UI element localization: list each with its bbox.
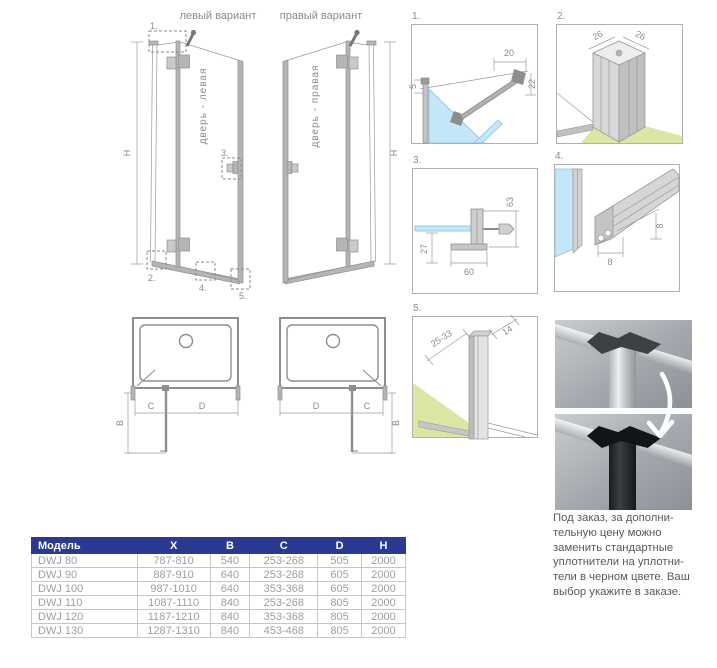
cell-b: 840 (210, 610, 250, 624)
detail-2-dim-26-right: 26 (633, 28, 648, 43)
cell-b: 640 (210, 582, 250, 596)
detail-4-number: 4. (555, 151, 564, 162)
cell-c: 353-368 (250, 582, 318, 596)
glass-pane (415, 226, 473, 231)
left-tray-dim-d: D (198, 401, 206, 411)
left-tray-drawing (115, 318, 240, 453)
detail-4-dim-8-bottom: 8 (607, 257, 613, 267)
detail-5-number: 5. (413, 303, 422, 314)
table-row (32, 568, 406, 582)
note-line: заменить стандартные (553, 541, 674, 554)
cell-x: 987-1010 (137, 582, 210, 596)
cell-c: 453-468 (250, 624, 318, 638)
col-header-d: D (318, 538, 362, 554)
right-variant-title: правый вариант (279, 10, 363, 22)
detail-3 (412, 154, 538, 294)
callout-label-1: 1. (150, 21, 158, 31)
note-line: тельную цену можно (553, 526, 662, 539)
pivot-knob-icon (350, 34, 357, 46)
pivot-knob-tip (354, 30, 359, 35)
cell-b: 840 (210, 596, 250, 610)
col-header-model: Модель (32, 538, 138, 554)
detail-2-number: 2. (557, 11, 566, 22)
note-line: выбор укажите в заказе. (553, 585, 682, 598)
hinge-icon (349, 240, 358, 252)
hinge-icon (337, 238, 348, 251)
cell-model: DWJ 90 (32, 568, 138, 582)
detail-3-number: 3. (413, 155, 422, 166)
replacement-arrow-icon (622, 368, 692, 453)
cell-b: 640 (210, 568, 250, 582)
detail-4 (554, 150, 680, 292)
callout-label-2: 2. (148, 273, 156, 283)
door-handle-icon (287, 162, 292, 174)
detail-2 (556, 10, 683, 144)
left-variant-title: левый вариант (179, 10, 257, 22)
door-variants-drawing (0, 0, 410, 310)
cell-b: 540 (210, 554, 250, 568)
right-hinge-stile (346, 41, 350, 267)
table-header-row (32, 538, 406, 554)
left-tray-dim-b: B (115, 419, 125, 427)
left-tray-dim-c: C (147, 401, 155, 411)
pivot-knob-icon (187, 34, 193, 46)
cell-d: 605 (318, 582, 362, 596)
black-seal-note (553, 511, 701, 600)
detail-4-dim-8-side: 8 (655, 223, 665, 229)
glass-pane (474, 120, 502, 143)
cell-x: 1287-1310 (137, 624, 210, 638)
left-height-label: H (122, 149, 132, 157)
cell-x: 887-910 (137, 568, 210, 582)
corner-profile-left (593, 53, 619, 142)
cell-h: 2000 (362, 610, 406, 624)
cell-model: DWJ 120 (32, 610, 138, 624)
cell-c: 253-268 (250, 596, 318, 610)
model-spec-table (31, 537, 406, 638)
table-row (32, 624, 406, 638)
left-door-drawing (122, 21, 250, 301)
detail-5-dim-25-33: 25-33 (428, 328, 454, 349)
cell-x: 1087-1110 (137, 596, 210, 610)
right-tray-dim-d: D (312, 401, 320, 411)
cell-h: 2000 (362, 554, 406, 568)
detail-1-dim-5: 5 (408, 83, 418, 90)
col-header-x: X (137, 538, 210, 554)
cell-model: DWJ 110 (32, 596, 138, 610)
corner-profile-right (619, 53, 645, 142)
screw-head-icon (499, 224, 514, 234)
note-line: Под заказ, за дополни- (553, 512, 674, 524)
right-bottom-rail (285, 261, 374, 284)
cell-model: DWJ 80 (32, 554, 138, 568)
detail-1 (408, 10, 538, 144)
wall-profile-top (469, 331, 492, 336)
door-handle-icon (292, 164, 298, 172)
tray-top-views (105, 312, 405, 460)
table-row (32, 596, 406, 610)
callout-label-3: 3. (221, 148, 229, 158)
cell-model: DWJ 130 (32, 624, 138, 638)
detail-3-dim-63: 63 (505, 196, 515, 208)
detail-1-dim-22: 22 (527, 78, 537, 90)
wall-profile-front (474, 336, 488, 439)
cell-b: 840 (210, 624, 250, 638)
right-tray-drawing (278, 318, 401, 453)
cell-h: 2000 (362, 568, 406, 582)
detail-3-dim-27: 27 (419, 243, 429, 255)
detail-1-dim-20: 20 (503, 48, 515, 58)
cell-h: 2000 (362, 596, 406, 610)
hinge-icon (179, 55, 190, 68)
cell-h: 2000 (362, 582, 406, 596)
note-line: уплотнители на уплотни- (553, 556, 684, 569)
table-row (32, 610, 406, 624)
cell-d: 805 (318, 624, 362, 638)
right-height-label: H (389, 149, 399, 157)
cell-x: 787-810 (137, 554, 210, 568)
col-header-c: C (250, 538, 318, 554)
base-plate (451, 244, 487, 250)
detail-2-dim-26-left: 26 (590, 28, 605, 43)
left-door-label: дверь - левая (198, 67, 209, 145)
hinge-icon (167, 240, 176, 252)
note-line: тели в черном цвете. Ваш (553, 571, 690, 584)
cell-d: 605 (318, 568, 362, 582)
callout-label-4: 4. (199, 283, 207, 293)
detail-5-dim-14: 14 (500, 323, 515, 338)
cell-x: 1187-1210 (137, 610, 210, 624)
wall-profile-side (469, 336, 474, 439)
detail-5 (412, 302, 538, 438)
detail-1-number: 1. (412, 11, 421, 22)
detail-3-dim-60: 60 (463, 267, 475, 277)
cell-h: 2000 (362, 624, 406, 638)
glass-pane (555, 169, 573, 257)
col-header-h: H (362, 538, 406, 554)
cell-d: 805 (318, 596, 362, 610)
pivot-knob-tip (191, 30, 196, 35)
right-door-label: дверь - правая (310, 64, 321, 148)
cell-model: DWJ 100 (32, 582, 138, 596)
cell-d: 505 (318, 554, 362, 568)
callout-label-5: 5. (239, 291, 247, 301)
cell-c: 353-368 (250, 610, 318, 624)
col-header-b: B (210, 538, 250, 554)
hinge-icon (179, 238, 190, 251)
right-tray-dim-b: B (391, 419, 401, 427)
cell-c: 253-268 (250, 554, 318, 568)
hinge-icon (337, 55, 348, 68)
cell-d: 805 (318, 610, 362, 624)
cell-c: 253-268 (250, 568, 318, 582)
table-row (32, 554, 406, 568)
hinge-icon (167, 57, 176, 69)
hinge-icon (349, 57, 358, 69)
left-hinge-stile (176, 41, 180, 267)
right-door-drawing (283, 30, 399, 284)
table-row (32, 582, 406, 596)
door-handle-icon (233, 162, 238, 174)
door-handle-icon (227, 164, 233, 172)
right-tray-dim-c: C (363, 401, 371, 411)
